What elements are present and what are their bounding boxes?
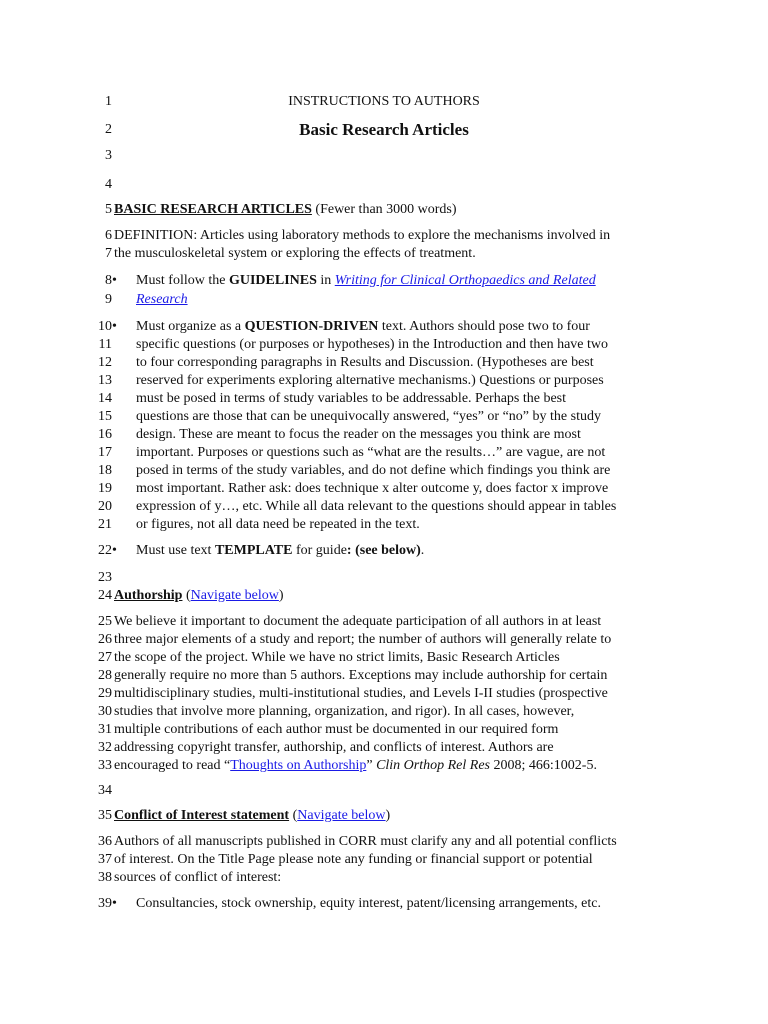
line-number: 29 bbox=[98, 686, 112, 701]
definition-text: DEFINITION: Articles using laboratory methods to explore the mechanisms involved in bbox=[114, 228, 611, 243]
section-heading-basic: BASIC RESEARCH ARTICLES (Fewer than 3000 words) bbox=[114, 202, 457, 217]
bullet-icon: • bbox=[112, 896, 117, 911]
line-10 bbox=[0, 318, 768, 336]
line-39 bbox=[0, 895, 768, 913]
line-number: 24 bbox=[98, 588, 112, 603]
guidelines-link[interactable]: Writing for Clinical Orthopaedics and Related bbox=[334, 273, 596, 288]
paragraph-text: addressing copyright transfer, authorship, and conflicts of interest. Authors are bbox=[114, 740, 554, 755]
line-number: 2 bbox=[105, 122, 112, 137]
line-2 bbox=[0, 121, 768, 139]
line-number: 11 bbox=[98, 337, 112, 352]
bullet-text: important. Purposes or questions such as “what are the results…” are vague, are not bbox=[136, 445, 606, 460]
line-15 bbox=[0, 408, 768, 426]
line-34 bbox=[0, 782, 768, 800]
bullet-text: Must use text TEMPLATE for guide: (see below). bbox=[136, 543, 425, 558]
line-number: 13 bbox=[98, 373, 112, 388]
line-number: 1 bbox=[105, 94, 112, 109]
paragraph-text: the scope of the project. While we have no strict limits, Basic Research Articles bbox=[114, 650, 560, 665]
line-19 bbox=[0, 480, 768, 498]
line-35 bbox=[0, 807, 768, 825]
line-1 bbox=[0, 93, 768, 111]
line-number: 35 bbox=[98, 808, 112, 823]
line-number: 8 bbox=[105, 273, 112, 288]
bullet-text: to four corresponding paragraphs in Results and Discussion. (Hypotheses are best bbox=[136, 355, 594, 370]
bullet-text: Must follow the GUIDELINES in Writing for Clinical Orthopaedics and Related bbox=[136, 273, 596, 288]
line-17 bbox=[0, 444, 768, 462]
line-number: 17 bbox=[98, 445, 112, 460]
line-20 bbox=[0, 498, 768, 516]
line-14 bbox=[0, 390, 768, 408]
line-number: 6 bbox=[105, 228, 112, 243]
section-heading-conflict: Conflict of Interest statement (Navigate below) bbox=[114, 808, 391, 823]
line-number: 7 bbox=[105, 246, 112, 261]
line-18 bbox=[0, 462, 768, 480]
line-24 bbox=[0, 587, 768, 605]
line-number: 34 bbox=[98, 783, 112, 798]
definition-text: the musculoskeletal system or exploring the effects of treatment. bbox=[114, 246, 476, 261]
paragraph-text: We believe it important to document the adequate participation of all authors in at least bbox=[114, 614, 602, 629]
line-7 bbox=[0, 245, 768, 263]
line-30 bbox=[0, 703, 768, 721]
line-25 bbox=[0, 613, 768, 631]
line-23 bbox=[0, 569, 768, 587]
line-number: 3 bbox=[105, 148, 112, 163]
bullet-text: posed in terms of the study variables, and do not define which findings you think are bbox=[136, 463, 611, 478]
bullet-text: questions are those that can be unequivocally answered, “yes” or “no” by the study bbox=[136, 409, 601, 424]
navigate-below-link[interactable]: Navigate below bbox=[297, 808, 386, 823]
bullet-text: design. These are meant to focus the reader on the messages you think are most bbox=[136, 427, 581, 442]
bullet-text: reserved for experiments exploring alternative mechanisms.) Questions or purposes bbox=[136, 373, 604, 388]
line-16 bbox=[0, 426, 768, 444]
bullet-text: must be posed in terms of study variables to be addressable. Perhaps the best bbox=[136, 391, 567, 406]
line-8 bbox=[0, 272, 768, 290]
paragraph-text: multiple contributions of each author must be documented in our required form bbox=[114, 722, 559, 737]
line-number: 15 bbox=[98, 409, 112, 424]
paragraph-text: encouraged to read “Thoughts on Authorship” Clin Orthop Rel Res 2008; 466:1002-5. bbox=[114, 758, 597, 773]
paragraph-text: generally require no more than 5 authors. Exceptions may include authorship for certain bbox=[114, 668, 608, 683]
line-number: 33 bbox=[98, 758, 112, 773]
line-29 bbox=[0, 685, 768, 703]
bullet-icon: • bbox=[112, 319, 117, 334]
page-subtitle: Basic Research Articles bbox=[299, 120, 469, 139]
paragraph-text: multidisciplinary studies, multi-institutional studies, and Levels I-II studies (prospective bbox=[114, 686, 608, 701]
paragraph-text: of interest. On the Title Page please note any funding or financial support or potential bbox=[114, 852, 593, 867]
line-number: 18 bbox=[98, 463, 112, 478]
line-number: 32 bbox=[98, 740, 112, 755]
line-38 bbox=[0, 869, 768, 887]
line-9 bbox=[0, 291, 768, 309]
line-number: 38 bbox=[98, 870, 112, 885]
line-number: 5 bbox=[105, 202, 112, 217]
line-27 bbox=[0, 649, 768, 667]
line-28 bbox=[0, 667, 768, 685]
line-11 bbox=[0, 336, 768, 354]
line-number: 20 bbox=[98, 499, 112, 514]
guidelines-link[interactable]: Research bbox=[136, 292, 188, 307]
navigate-below-link[interactable]: Navigate below bbox=[190, 588, 279, 603]
line-number: 16 bbox=[98, 427, 112, 442]
line-number: 23 bbox=[98, 570, 112, 585]
line-4 bbox=[0, 176, 768, 194]
line-number: 22 bbox=[98, 543, 112, 558]
bullet-text: most important. Rather ask: does technique x alter outcome y, does factor x improve bbox=[136, 481, 609, 496]
line-number: 9 bbox=[105, 292, 112, 307]
line-number: 39 bbox=[98, 896, 112, 911]
line-number: 26 bbox=[98, 632, 112, 647]
thoughts-on-authorship-link[interactable]: Thoughts on Authorship bbox=[230, 758, 367, 773]
bullet-icon: • bbox=[112, 543, 117, 558]
bullet-text: or figures, not all data need be repeated in the text. bbox=[136, 517, 420, 532]
line-3 bbox=[0, 147, 768, 165]
paragraph-text: Authors of all manuscripts published in CORR must clarify any and all potential conflicts bbox=[114, 834, 617, 849]
line-number: 28 bbox=[98, 668, 112, 683]
line-number: 36 bbox=[98, 834, 112, 849]
line-number: 21 bbox=[98, 517, 112, 532]
bullet-icon: • bbox=[112, 273, 117, 288]
line-number: 12 bbox=[98, 355, 112, 370]
line-21 bbox=[0, 516, 768, 534]
line-number: 25 bbox=[98, 614, 112, 629]
line-37 bbox=[0, 851, 768, 869]
line-32 bbox=[0, 739, 768, 757]
line-6 bbox=[0, 227, 768, 245]
section-heading-authorship: Authorship (Navigate below) bbox=[114, 588, 284, 603]
line-number: 31 bbox=[98, 722, 112, 737]
line-number: 4 bbox=[105, 177, 112, 192]
bullet-text: expression of y…, etc. While all data relevant to the questions should appear in tables bbox=[136, 499, 617, 514]
line-number: 14 bbox=[98, 391, 112, 406]
paragraph-text: three major elements of a study and report; the number of authors will generally relate to bbox=[114, 632, 612, 647]
line-12 bbox=[0, 354, 768, 372]
page-title: INSTRUCTIONS TO AUTHORS bbox=[288, 94, 480, 109]
line-33 bbox=[0, 757, 768, 775]
line-31 bbox=[0, 721, 768, 739]
line-36 bbox=[0, 833, 768, 851]
line-number: 27 bbox=[98, 650, 112, 665]
bullet-text: Must organize as a QUESTION-DRIVEN text. Authors should pose two to four bbox=[136, 319, 590, 334]
line-26 bbox=[0, 631, 768, 649]
bullet-text: specific questions (or purposes or hypotheses) in the Introduction and then have two bbox=[136, 337, 609, 352]
line-number: 37 bbox=[98, 852, 112, 867]
bullet-text: Consultancies, stock ownership, equity interest, patent/licensing arrangements, etc. bbox=[136, 896, 601, 911]
line-5 bbox=[0, 201, 768, 219]
line-number: 19 bbox=[98, 481, 112, 496]
paragraph-text: studies that involve more planning, organization, and rigor). In all cases, however, bbox=[114, 704, 575, 719]
line-number: 30 bbox=[98, 704, 112, 719]
line-22 bbox=[0, 542, 768, 560]
line-number: 10 bbox=[98, 319, 112, 334]
paragraph-text: sources of conflict of interest: bbox=[114, 870, 282, 885]
line-13 bbox=[0, 372, 768, 390]
